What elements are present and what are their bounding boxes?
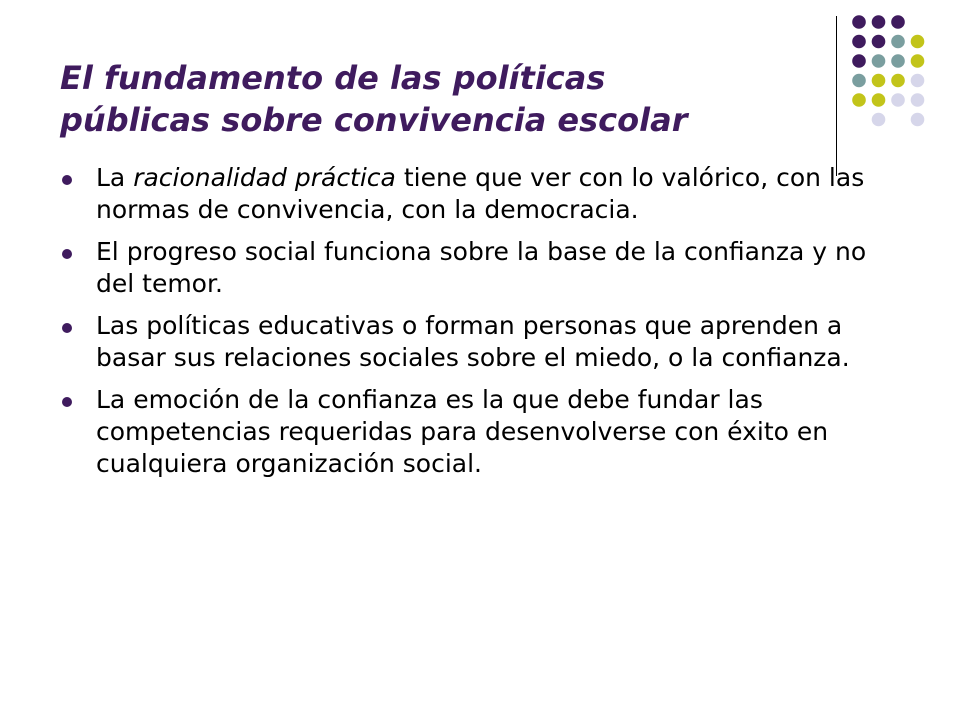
decorative-dot bbox=[891, 54, 905, 68]
vertical-divider bbox=[836, 16, 837, 176]
decorative-dot bbox=[891, 15, 905, 29]
decorative-dot bbox=[852, 15, 866, 29]
decorative-dot bbox=[891, 35, 905, 49]
decorative-dot bbox=[891, 93, 905, 107]
bullet-item bbox=[60, 162, 880, 226]
decorative-dot bbox=[911, 54, 925, 68]
decorative-dot bbox=[911, 74, 925, 88]
decorative-dot bbox=[872, 93, 886, 107]
bullet-dot-icon bbox=[62, 397, 72, 407]
decorative-dot bbox=[872, 15, 886, 29]
decorative-dot bbox=[872, 74, 886, 88]
bullet-emphasis: racionalidad práctica bbox=[133, 163, 396, 192]
decorative-dot bbox=[911, 113, 925, 127]
decorative-dot bbox=[891, 74, 905, 88]
decorative-dot bbox=[852, 74, 866, 88]
bullet-text-part: tiene que ver con lo valórico, con las normas de convivencia, con la democracia. bbox=[96, 163, 865, 224]
bullet-text: Las políticas educativas o forman personas que aprenden a basar sus relaciones sociales sobre el miedo, o la confianza. bbox=[96, 311, 850, 372]
decorative-dot bbox=[872, 35, 886, 49]
bullet-item bbox=[60, 236, 880, 300]
bullet-text: La emoción de la confianza es la que debe fundar las competencias requeridas para desenvolverse con éxito en cualquiera organización social. bbox=[96, 385, 829, 478]
decorative-dot bbox=[852, 35, 866, 49]
decorative-dot bbox=[852, 93, 866, 107]
title-line-1: El fundamento de las políticas bbox=[60, 59, 606, 97]
decorative-dot bbox=[852, 54, 866, 68]
bullet-dot-icon bbox=[62, 175, 72, 185]
bullet-text: El progreso social funciona sobre la base de la confianza y no del temor. bbox=[96, 237, 867, 298]
decorative-dot bbox=[872, 113, 886, 127]
decorative-dot bbox=[911, 35, 925, 49]
bullet-text bbox=[96, 162, 880, 226]
bullet-dot-icon bbox=[62, 323, 72, 333]
slide-title bbox=[60, 57, 820, 141]
title-line-2: públicas sobre convivencia escolar bbox=[60, 101, 688, 139]
bullet-item bbox=[60, 310, 880, 374]
bullet-item bbox=[60, 384, 880, 480]
bullet-text-part: La bbox=[96, 163, 134, 192]
decorative-dot bbox=[911, 93, 925, 107]
bullet-list bbox=[60, 162, 880, 490]
bullet-dot-icon bbox=[62, 249, 72, 259]
decorative-dot bbox=[872, 54, 886, 68]
